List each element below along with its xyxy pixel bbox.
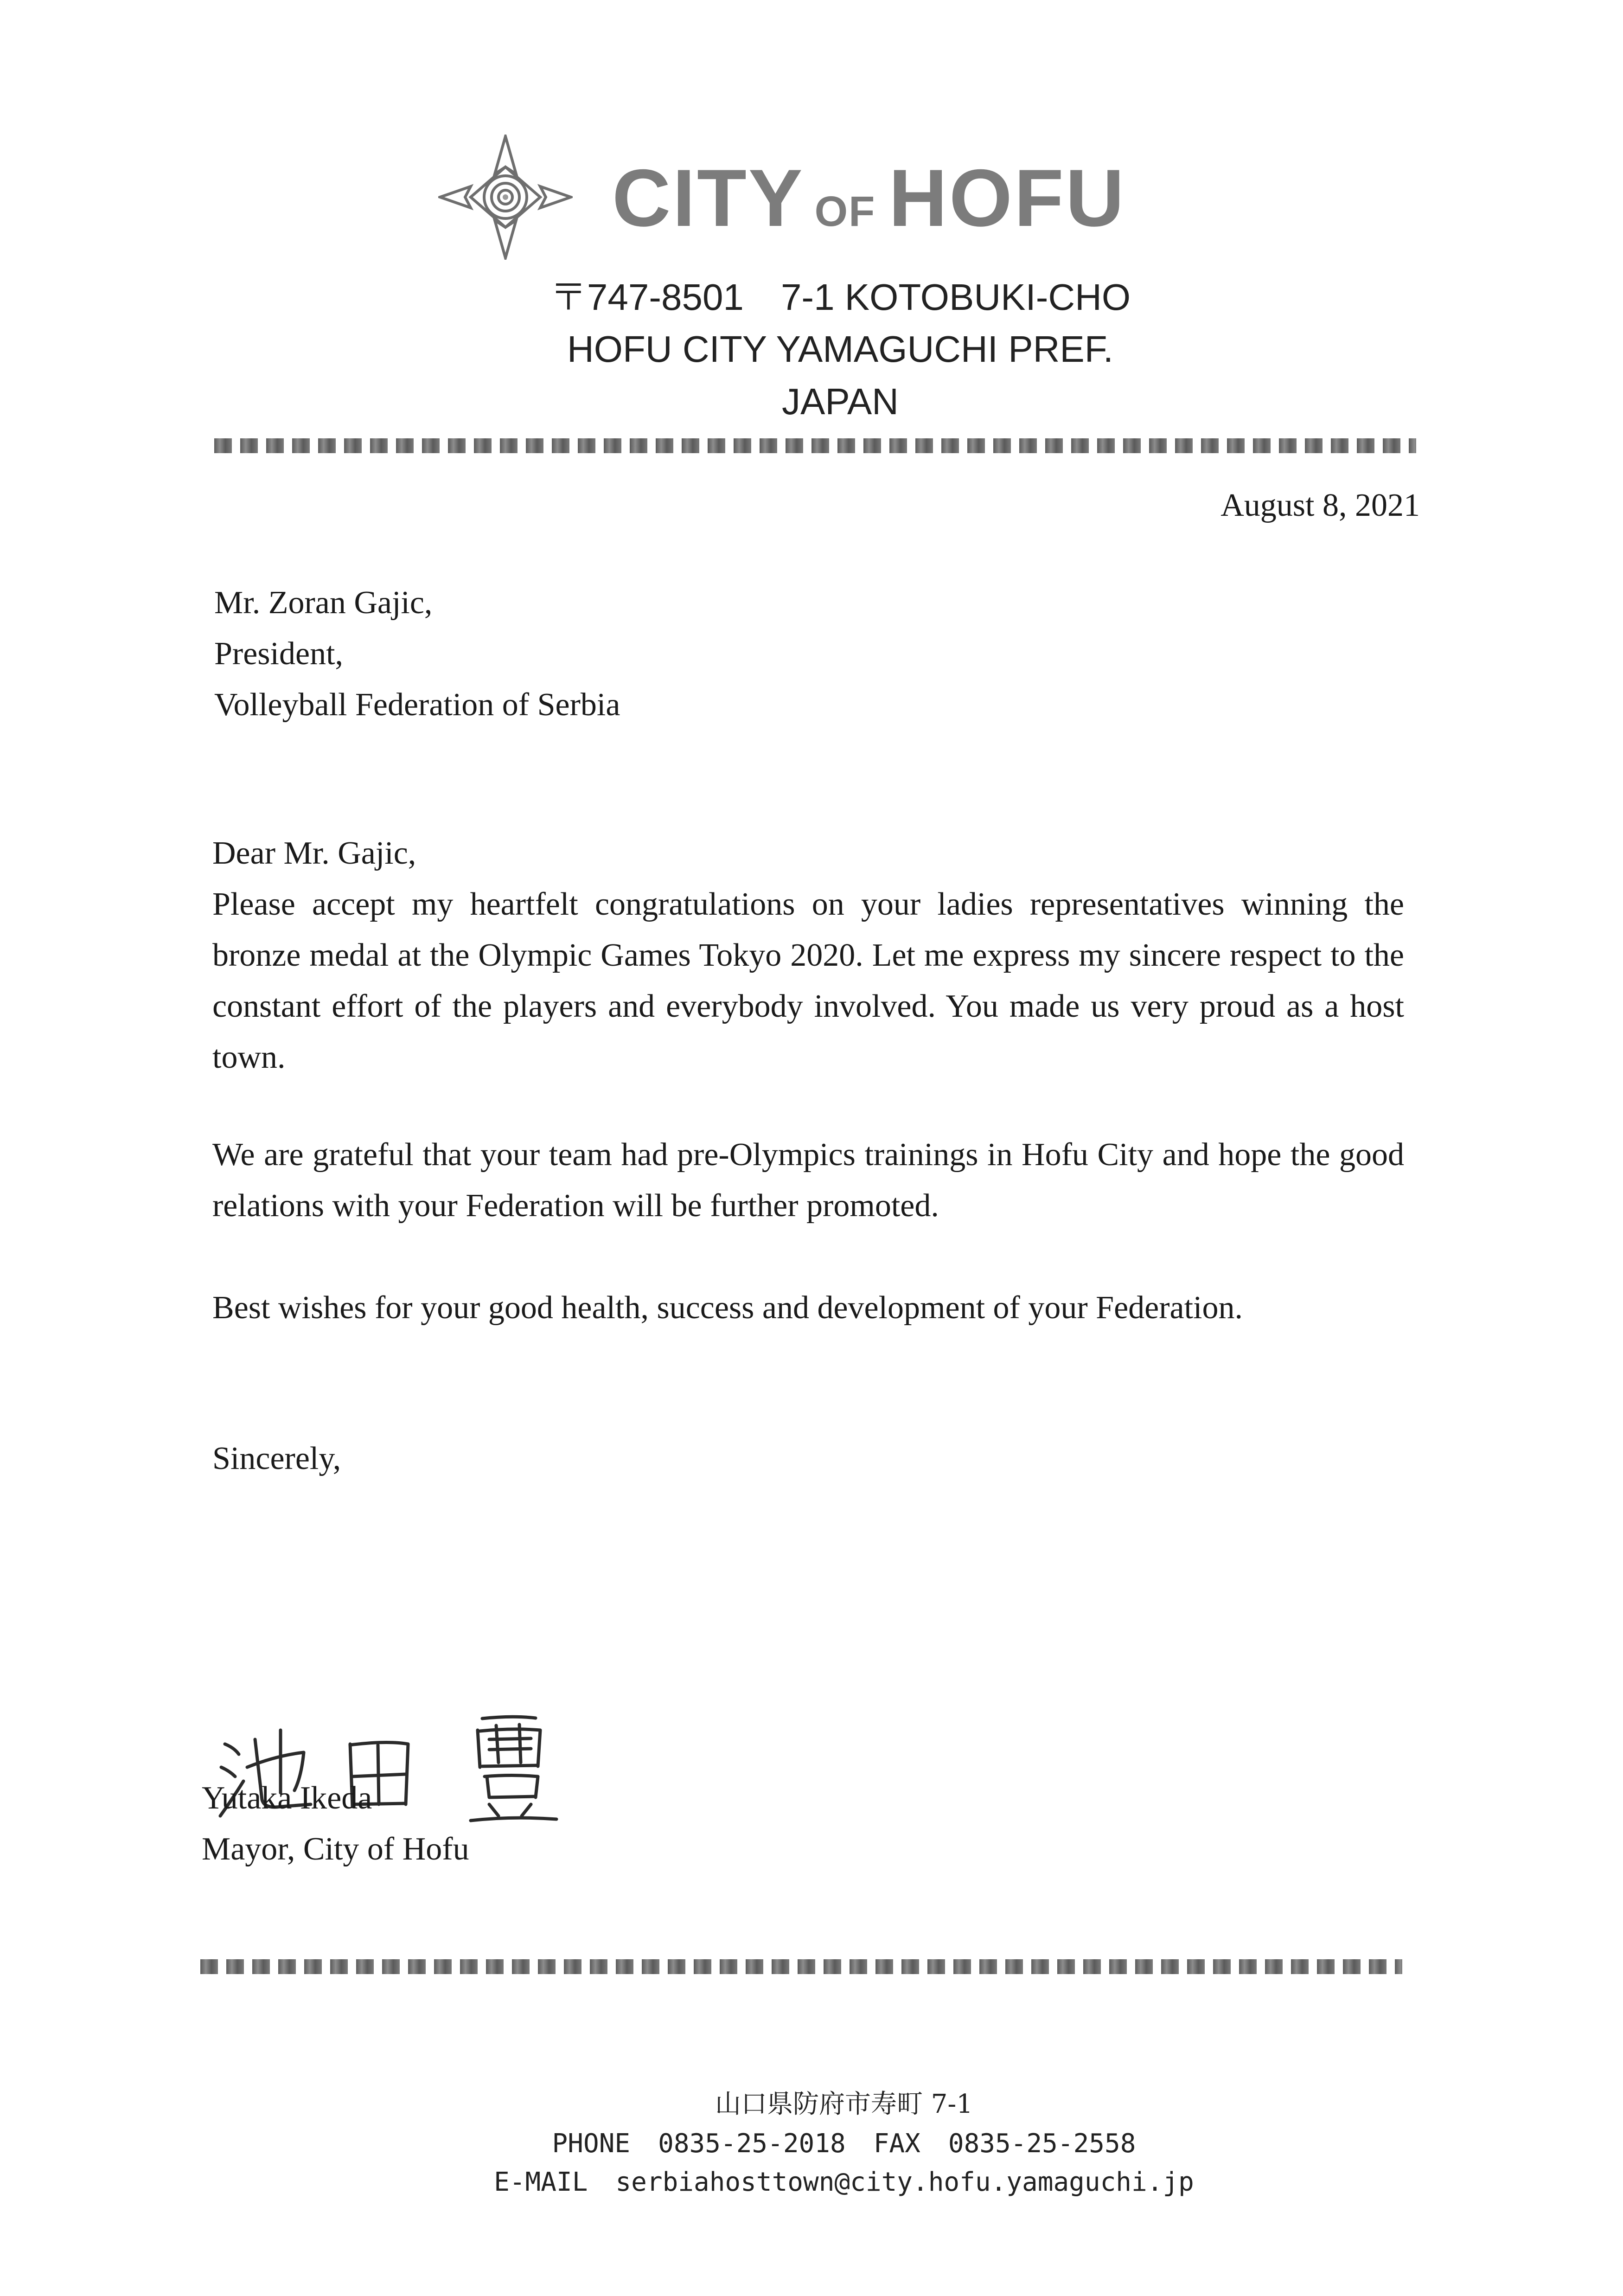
- letterhead-title: [612, 153, 1126, 252]
- body-paragraph-3: Best wishes for your good health, success and development of your Federation.: [212, 1290, 1243, 1326]
- footer-address-jp: 山口県防府市寿町 7-1: [715, 2089, 973, 2119]
- recipient-name: Mr. Zoran Gajic,: [214, 585, 433, 621]
- letter-date: August 8, 2021: [1220, 487, 1420, 523]
- title-city: CITY: [612, 153, 805, 244]
- postal-code: 〒747-8501: [550, 276, 744, 318]
- title-hofu: HOFU: [888, 153, 1126, 244]
- phone-label: PHONE: [552, 2129, 631, 2159]
- fax-number: 0835-25-2558: [948, 2129, 1136, 2159]
- address-line-2: HOFU CITY YAMAGUCHI PREF.: [567, 328, 1113, 370]
- signer-position: Mayor, City of Hofu: [202, 1831, 469, 1867]
- recipient-title: President,: [214, 636, 344, 672]
- recipient-organization: Volleyball Federation of Serbia: [214, 687, 620, 723]
- address-country: JAPAN: [782, 381, 899, 422]
- footer-contact-phone-fax: [32, 2124, 1623, 2163]
- footer-divider: [200, 1959, 1402, 1974]
- title-of: OF: [814, 188, 876, 235]
- address-line-1: [29, 271, 1623, 323]
- email-label: E-MAIL: [494, 2167, 588, 2197]
- header-divider: [214, 438, 1416, 453]
- phone-number: 0835-25-2018: [658, 2129, 846, 2159]
- closing: Sincerely,: [212, 1441, 341, 1476]
- fax-label: FAX: [873, 2129, 920, 2159]
- body-paragraph-2: We are grateful that your team had pre-Olympics trainings in Hofu City and hope the good relations with your Federation will be further promoted.: [212, 1137, 1404, 1224]
- recipient-block: [214, 577, 620, 731]
- body-paragraph-1: Please accept my heartfelt congratulations on your ladies representatives winning the bronze medal at the Olympic Games Tokyo 2020. Let me express my sincere respect to the constant effort of the players and everybody involved. You made us very proud as a host town.: [212, 886, 1404, 1075]
- signer-name: Yutaka Ikeda: [202, 1780, 372, 1816]
- street-address: 7-1 KOTOBUKI-CHO: [780, 276, 1131, 318]
- footer-contact-email: [32, 2163, 1623, 2202]
- salutation: Dear Mr. Gajic,: [212, 835, 416, 871]
- signer-block: [202, 1773, 469, 1875]
- city-emblem-icon: [438, 135, 573, 260]
- email-address[interactable]: serbiahosttown@city.hofu.yamaguchi.jp: [615, 2167, 1194, 2197]
